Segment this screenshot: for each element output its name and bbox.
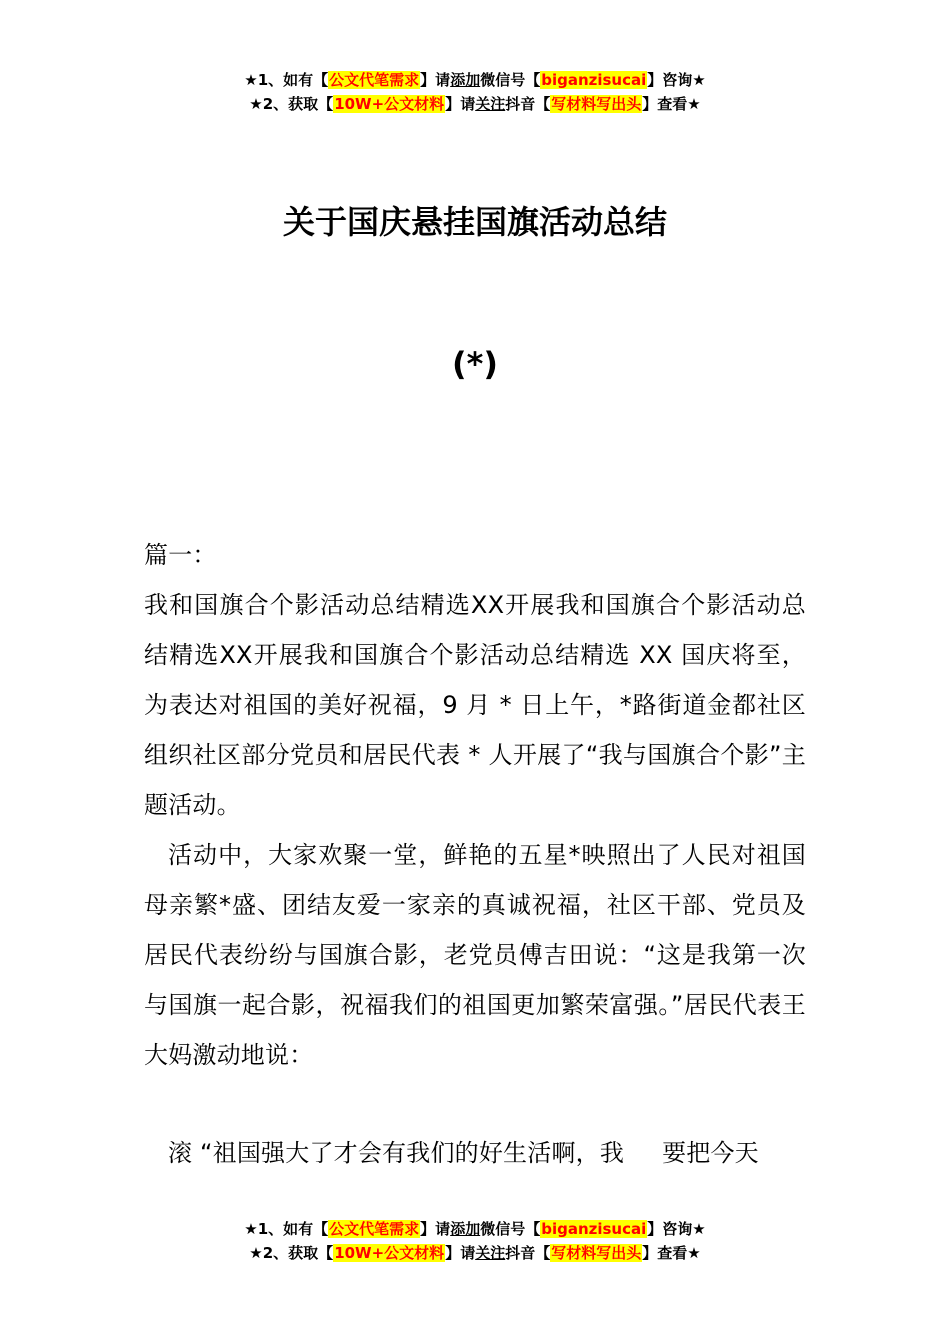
document-title: 关于国庆悬挂国旗活动总结 [282,203,667,241]
banner-underline: 添加 [450,71,481,89]
paragraph-2: 活动中，大家欢聚一堂，鲜艳的五星*映照出了人民对祖国母亲繁*盛、团结友爱一家亲的真诚祝福，社区干部、党员及居民代表纷纷与国旗合影，老党员傅吉田说：“这是我第一次与国旗一起合影，祝福我们的祖国更加繁荣富强。”居民代表王大妈激动地说： [144,841,806,1069]
paragraph-3-part-1: 滚 “祖国强大了才会有我们的好生活啊，我 [168,1139,625,1167]
banner-highlight: 10W+公文材料 [334,1244,445,1262]
banner-highlight: 公文代笔需求 [329,1220,420,1238]
banner-underline: 添加 [450,1220,481,1238]
banner-text: ★1、如有【 [244,71,329,89]
banner-text: 抖音【 [505,1244,551,1262]
banner-highlight: 10W+公文材料 [334,95,445,113]
paragraph-3 [144,1128,806,1178]
banner-line-1 [0,69,950,93]
banner-highlight: 写材料写出头 [551,95,642,113]
banner-line-2 [0,1242,950,1266]
banner-text: 】请 [445,95,476,113]
banner-text: ★1、如有【 [244,1220,329,1238]
banner-text: 微信号【 [480,1220,541,1238]
banner-highlight: biganzisucai [541,1220,647,1238]
banner-text: 】请 [445,1244,476,1262]
banner-line-1 [0,1218,950,1242]
banner-text: 】查看★ [642,1244,701,1262]
banner-underline: 关注 [475,1244,506,1262]
banner-text: 】咨询★ [647,1220,706,1238]
banner-text: ★2、获取【 [249,1244,334,1262]
banner-highlight: biganzisucai [541,71,647,89]
footer-banner [0,1218,950,1266]
paragraph-3-part-2: 要把今天 [662,1139,759,1167]
banner-text: 微信号【 [480,71,541,89]
banner-text: 抖音【 [505,95,551,113]
banner-underline: 关注 [475,95,506,113]
banner-text: 】请 [420,71,451,89]
header-banner [0,69,950,117]
document-subtitle: (*) [452,345,498,383]
banner-line-2 [0,93,950,117]
banner-text: ★2、获取【 [249,95,334,113]
section-label: 篇一： [144,541,217,569]
banner-text: 】咨询★ [647,71,706,89]
banner-highlight: 公文代笔需求 [329,71,420,89]
banner-text: 】请 [420,1220,451,1238]
paragraph-1: 我和国旗合个影活动总结精选XX开展我和国旗合个影活动总结精选XX开展我和国旗合个影活动总结精选 XX 国庆将至，为表达对祖国的美好祝福，9 月 * 日上午，*路街道金都社区组织社区部分党员和居民代表 * 人开展了“我与国旗合个影”主题活动。 [144,591,806,819]
banner-text: 】查看★ [642,95,701,113]
banner-highlight: 写材料写出头 [551,1244,642,1262]
